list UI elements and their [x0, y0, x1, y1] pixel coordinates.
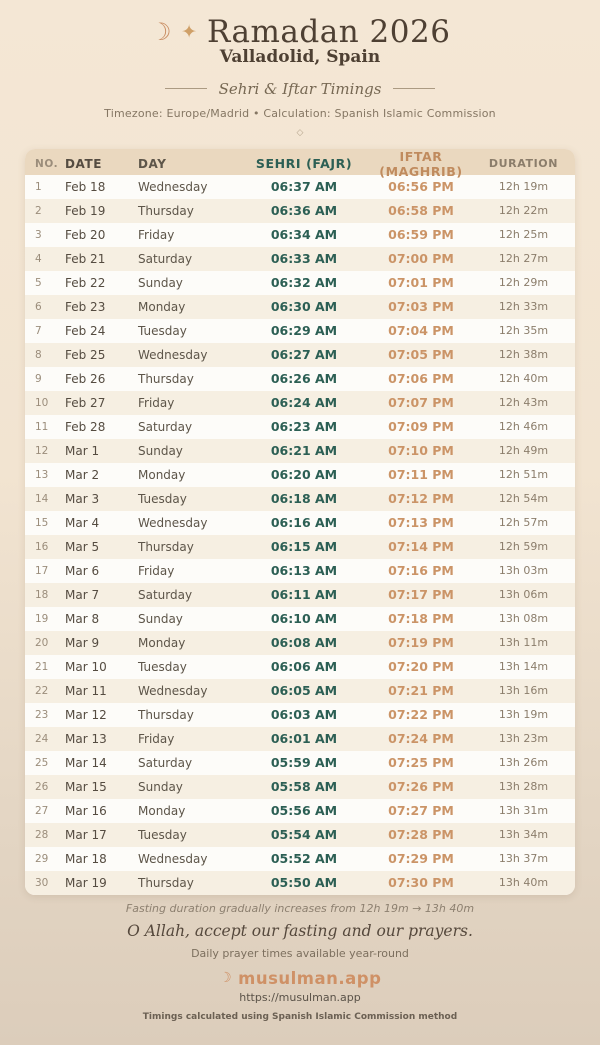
date-cell: Mar 15 — [65, 779, 107, 794]
row-number: 2 — [35, 204, 42, 217]
duration-cell: 13h 16m — [498, 684, 549, 698]
sehri-time-cell: 06:18 AM — [270, 491, 338, 507]
col-header-day: DAY — [138, 156, 167, 171]
duration-cell: 12h 25m — [498, 228, 549, 242]
sehri-time-cell: 06:26 AM — [270, 371, 338, 387]
sehri-time-cell: 06:24 AM — [270, 395, 338, 411]
date-cell: Mar 11 — [65, 683, 107, 698]
date-cell: Mar 16 — [65, 803, 107, 818]
table-row — [25, 679, 575, 703]
table-row — [25, 295, 575, 319]
date-cell: Feb 24 — [65, 323, 106, 338]
day-cell: Saturday — [138, 419, 193, 434]
col-header-date: DATE — [65, 156, 103, 171]
sehri-time-cell: 05:50 AM — [270, 875, 338, 891]
table-row — [25, 727, 575, 751]
table-row — [25, 415, 575, 439]
date-cell: Mar 3 — [65, 491, 100, 506]
timezone-calculation-meta: Timezone: Europe/Madrid • Calculation: Spanish Islamic Commission — [104, 106, 496, 120]
day-cell: Saturday — [138, 251, 193, 266]
day-cell: Tuesday — [138, 659, 187, 674]
iftar-time-cell: 07:03 PM — [388, 299, 454, 315]
sehri-time-cell: 05:58 AM — [270, 779, 338, 795]
duration-cell: 13h 23m — [498, 732, 549, 746]
date-cell: Mar 12 — [65, 707, 107, 722]
table-row — [25, 823, 575, 847]
location-subtitle: Valladolid, Spain — [219, 46, 381, 67]
sparkle-star-icon: ✦ — [181, 20, 197, 43]
row-number: 21 — [35, 660, 49, 673]
row-number: 14 — [35, 492, 49, 505]
sehri-time-cell: 06:37 AM — [270, 179, 338, 195]
iftar-time-cell: 07:30 PM — [388, 875, 454, 891]
iftar-time-cell: 07:18 PM — [388, 611, 454, 627]
sehri-time-cell: 06:15 AM — [270, 539, 338, 555]
row-number: 24 — [35, 732, 49, 745]
table-row — [25, 511, 575, 535]
sehri-time-cell: 06:20 AM — [270, 467, 338, 483]
iftar-time-cell: 07:11 PM — [388, 467, 454, 483]
duration-cell: 13h 11m — [498, 636, 549, 650]
row-number: 23 — [35, 708, 49, 721]
sehri-time-cell: 06:08 AM — [270, 635, 338, 651]
sehri-time-cell: 06:27 AM — [270, 347, 338, 363]
day-cell: Wednesday — [138, 851, 208, 866]
iftar-time-cell: 07:07 PM — [388, 395, 454, 411]
duration-cell: 12h 19m — [498, 180, 549, 194]
timings-table-card — [25, 149, 575, 895]
iftar-time-cell: 07:00 PM — [388, 251, 454, 267]
iftar-time-cell: 07:24 PM — [388, 731, 454, 747]
duration-cell: 12h 38m — [498, 348, 549, 362]
duration-cell: 13h 37m — [498, 852, 549, 866]
table-row — [25, 799, 575, 823]
date-cell: Mar 4 — [65, 515, 100, 530]
page-footer — [0, 895, 600, 1022]
duration-cell: 12h 59m — [498, 540, 549, 554]
table-row — [25, 271, 575, 295]
sehri-time-cell: 06:33 AM — [270, 251, 338, 267]
day-cell: Sunday — [138, 443, 183, 458]
table-row — [25, 751, 575, 775]
day-cell: Friday — [138, 227, 175, 242]
duration-cell: 12h 54m — [498, 492, 549, 506]
table-row — [25, 607, 575, 631]
day-cell: Friday — [138, 395, 175, 410]
table-header-row — [25, 148, 575, 179]
sehri-time-cell: 06:01 AM — [270, 731, 338, 747]
sehri-time-cell: 06:23 AM — [270, 419, 338, 435]
duration-cell: 13h 34m — [498, 828, 549, 842]
duration-cell: 13h 19m — [498, 708, 549, 722]
date-cell: Mar 5 — [65, 539, 100, 554]
duration-cell: 12h 22m — [498, 204, 549, 218]
iftar-time-cell: 07:16 PM — [388, 563, 454, 579]
brand-url-link[interactable]: https://musulman.app — [239, 990, 361, 1004]
duration-cell: 13h 03m — [498, 564, 549, 578]
day-cell: Saturday — [138, 755, 193, 770]
day-cell: Thursday — [138, 875, 194, 890]
sehri-time-cell: 06:16 AM — [270, 515, 338, 531]
table-row — [25, 223, 575, 247]
sehri-time-cell: 06:13 AM — [270, 563, 338, 579]
sehri-time-cell: 06:11 AM — [270, 587, 338, 603]
table-row — [25, 583, 575, 607]
row-number: 3 — [35, 228, 42, 241]
sehri-time-cell: 05:54 AM — [270, 827, 338, 843]
day-cell: Tuesday — [138, 323, 187, 338]
sehri-time-cell: 06:05 AM — [270, 683, 338, 699]
page-title: Ramadan 2026 — [206, 14, 451, 50]
day-cell: Tuesday — [138, 827, 187, 842]
day-cell: Sunday — [138, 275, 183, 290]
daily-availability-note: Daily prayer times available year-round — [191, 946, 409, 960]
row-number: 27 — [35, 804, 49, 817]
duration-cell: 12h 49m — [498, 444, 549, 458]
iftar-time-cell: 07:10 PM — [388, 443, 454, 459]
row-number: 30 — [35, 876, 49, 889]
table-row — [25, 391, 575, 415]
duration-cell: 13h 31m — [498, 804, 549, 818]
sehri-time-cell: 06:32 AM — [270, 275, 338, 291]
row-number: 1 — [35, 180, 42, 193]
date-cell: Feb 22 — [65, 275, 106, 290]
iftar-time-cell: 07:29 PM — [388, 851, 454, 867]
row-number: 22 — [35, 684, 49, 697]
date-cell: Feb 27 — [65, 395, 106, 410]
section-title: Sehri & Iftar Timings — [218, 79, 382, 98]
sehri-time-cell: 06:29 AM — [270, 323, 338, 339]
iftar-time-cell: 07:01 PM — [388, 275, 454, 291]
fasting-duration-note: Fasting duration gradually increases from 12h 19m → 13h 40m — [125, 901, 475, 915]
day-cell: Wednesday — [138, 515, 208, 530]
row-number: 4 — [35, 252, 42, 265]
date-cell: Mar 10 — [65, 659, 107, 674]
duration-cell: 12h 57m — [498, 516, 549, 530]
row-number: 9 — [35, 372, 42, 385]
duration-cell: 12h 33m — [498, 300, 549, 314]
iftar-time-cell: 07:20 PM — [388, 659, 454, 675]
divider-line-right — [393, 88, 435, 89]
day-cell: Saturday — [138, 587, 193, 602]
duration-cell: 13h 08m — [498, 612, 549, 626]
table-row — [25, 199, 575, 223]
table-row — [25, 847, 575, 871]
row-number: 5 — [35, 276, 42, 289]
day-cell: Thursday — [138, 371, 194, 386]
day-cell: Tuesday — [138, 491, 187, 506]
iftar-time-cell: 07:25 PM — [388, 755, 454, 771]
day-cell: Thursday — [138, 539, 194, 554]
col-header-sehri: SEHRI (FAJR) — [255, 156, 353, 172]
day-cell: Friday — [138, 563, 175, 578]
row-number: 13 — [35, 468, 49, 481]
table-row — [25, 439, 575, 463]
iftar-time-cell: 07:22 PM — [388, 707, 454, 723]
row-number: 18 — [35, 588, 49, 601]
iftar-time-cell: 07:17 PM — [388, 587, 454, 603]
col-header-duration: DURATION — [488, 157, 559, 171]
table-row — [25, 463, 575, 487]
date-cell: Feb 20 — [65, 227, 106, 242]
sehri-time-cell: 06:03 AM — [270, 707, 338, 723]
date-cell: Feb 26 — [65, 371, 106, 386]
page-header — [0, 0, 600, 138]
duration-cell: 13h 14m — [498, 660, 549, 674]
iftar-time-cell: 07:05 PM — [388, 347, 454, 363]
sehri-time-cell: 06:06 AM — [270, 659, 338, 675]
duration-cell: 12h 51m — [498, 468, 549, 482]
duration-cell: 12h 46m — [498, 420, 549, 434]
sehri-time-cell: 06:36 AM — [270, 203, 338, 219]
row-number: 7 — [35, 324, 42, 337]
duration-cell: 12h 27m — [498, 252, 549, 266]
row-number: 17 — [35, 564, 49, 577]
sehri-time-cell: 06:10 AM — [270, 611, 338, 627]
date-cell: Mar 19 — [65, 875, 107, 890]
day-cell: Friday — [138, 731, 175, 746]
duration-cell: 12h 29m — [498, 276, 549, 290]
table-row — [25, 343, 575, 367]
row-number: 10 — [35, 396, 49, 409]
table-row — [25, 175, 575, 199]
day-cell: Sunday — [138, 779, 183, 794]
brand-row — [0, 969, 600, 988]
row-number: 19 — [35, 612, 49, 625]
date-cell: Feb 28 — [65, 419, 106, 434]
date-cell: Feb 19 — [65, 203, 106, 218]
iftar-time-cell: 07:12 PM — [388, 491, 454, 507]
iftar-time-cell: 07:26 PM — [388, 779, 454, 795]
iftar-time-cell: 07:21 PM — [388, 683, 454, 699]
table-row — [25, 775, 575, 799]
iftar-time-cell: 07:09 PM — [388, 419, 454, 435]
row-number: 26 — [35, 780, 49, 793]
diamond-ornament-icon: ◇ — [296, 127, 304, 138]
iftar-time-cell: 07:19 PM — [388, 635, 454, 651]
col-header-iftar: IFTAR (MAGHRIB) — [379, 148, 463, 179]
dua-quote: O Allah, accept our fasting and our prayers. — [127, 921, 473, 940]
row-number: 6 — [35, 300, 42, 313]
date-cell: Mar 7 — [65, 587, 100, 602]
duration-cell: 13h 26m — [498, 756, 549, 770]
table-body — [25, 175, 575, 895]
iftar-time-cell: 07:14 PM — [388, 539, 454, 555]
table-row — [25, 631, 575, 655]
duration-cell: 13h 28m — [498, 780, 549, 794]
table-row — [25, 535, 575, 559]
iftar-time-cell: 07:27 PM — [388, 803, 454, 819]
sehri-time-cell: 05:52 AM — [270, 851, 338, 867]
date-cell: Mar 6 — [65, 563, 100, 578]
duration-cell: 13h 40m — [498, 876, 549, 890]
day-cell: Monday — [138, 299, 186, 314]
section-title-row — [0, 80, 600, 98]
duration-cell: 12h 40m — [498, 372, 549, 386]
iftar-time-cell: 07:13 PM — [388, 515, 454, 531]
iftar-time-cell: 06:59 PM — [388, 227, 454, 243]
date-cell: Mar 14 — [65, 755, 107, 770]
iftar-time-cell: 07:28 PM — [388, 827, 454, 843]
row-number: 28 — [35, 828, 49, 841]
row-number: 11 — [35, 420, 49, 433]
calculation-method-note: Timings calculated using Spanish Islamic Commission method — [142, 1011, 458, 1022]
date-cell: Mar 13 — [65, 731, 107, 746]
day-cell: Monday — [138, 635, 186, 650]
table-row — [25, 319, 575, 343]
table-row — [25, 871, 575, 895]
date-cell: Feb 25 — [65, 347, 106, 362]
duration-cell: 12h 43m — [498, 396, 549, 410]
day-cell: Monday — [138, 803, 186, 818]
sehri-time-cell: 06:34 AM — [270, 227, 338, 243]
row-number: 8 — [35, 348, 42, 361]
row-number: 15 — [35, 516, 49, 529]
sehri-time-cell: 06:21 AM — [270, 443, 338, 459]
row-number: 25 — [35, 756, 49, 769]
divider-line-left — [165, 88, 207, 89]
date-cell: Mar 17 — [65, 827, 107, 842]
table-row — [25, 559, 575, 583]
date-cell: Feb 21 — [65, 251, 106, 266]
col-header-no: NO. — [35, 157, 59, 170]
row-number: 20 — [35, 636, 49, 649]
day-cell: Sunday — [138, 611, 183, 626]
date-cell: Mar 8 — [65, 611, 100, 626]
sehri-time-cell: 05:59 AM — [270, 755, 338, 771]
row-number: 29 — [35, 852, 49, 865]
table-row — [25, 655, 575, 679]
iftar-time-cell: 06:56 PM — [388, 179, 454, 195]
date-cell: Mar 1 — [65, 443, 100, 458]
duration-cell: 13h 06m — [498, 588, 549, 602]
row-number: 16 — [35, 540, 49, 553]
day-cell: Thursday — [138, 707, 194, 722]
sehri-time-cell: 05:56 AM — [270, 803, 338, 819]
crescent-moon-icon: ☾ — [149, 18, 172, 47]
day-cell: Wednesday — [138, 179, 208, 194]
date-cell: Mar 18 — [65, 851, 107, 866]
duration-cell: 12h 35m — [498, 324, 549, 338]
date-cell: Mar 9 — [65, 635, 100, 650]
table-row — [25, 703, 575, 727]
iftar-time-cell: 06:58 PM — [388, 203, 454, 219]
date-cell: Mar 2 — [65, 467, 100, 482]
day-cell: Wednesday — [138, 347, 208, 362]
row-number: 12 — [35, 444, 49, 457]
brand-name: musulman.app — [238, 968, 382, 988]
table-row — [25, 247, 575, 271]
iftar-time-cell: 07:06 PM — [388, 371, 454, 387]
sehri-time-cell: 06:30 AM — [270, 299, 338, 315]
brand-crescent-icon: ☾ — [218, 970, 232, 987]
day-cell: Thursday — [138, 203, 194, 218]
day-cell: Wednesday — [138, 683, 208, 698]
title-row — [0, 16, 600, 49]
table-row — [25, 487, 575, 511]
iftar-time-cell: 07:04 PM — [388, 323, 454, 339]
date-cell: Feb 23 — [65, 299, 106, 314]
table-row — [25, 367, 575, 391]
day-cell: Monday — [138, 467, 186, 482]
date-cell: Feb 18 — [65, 179, 106, 194]
